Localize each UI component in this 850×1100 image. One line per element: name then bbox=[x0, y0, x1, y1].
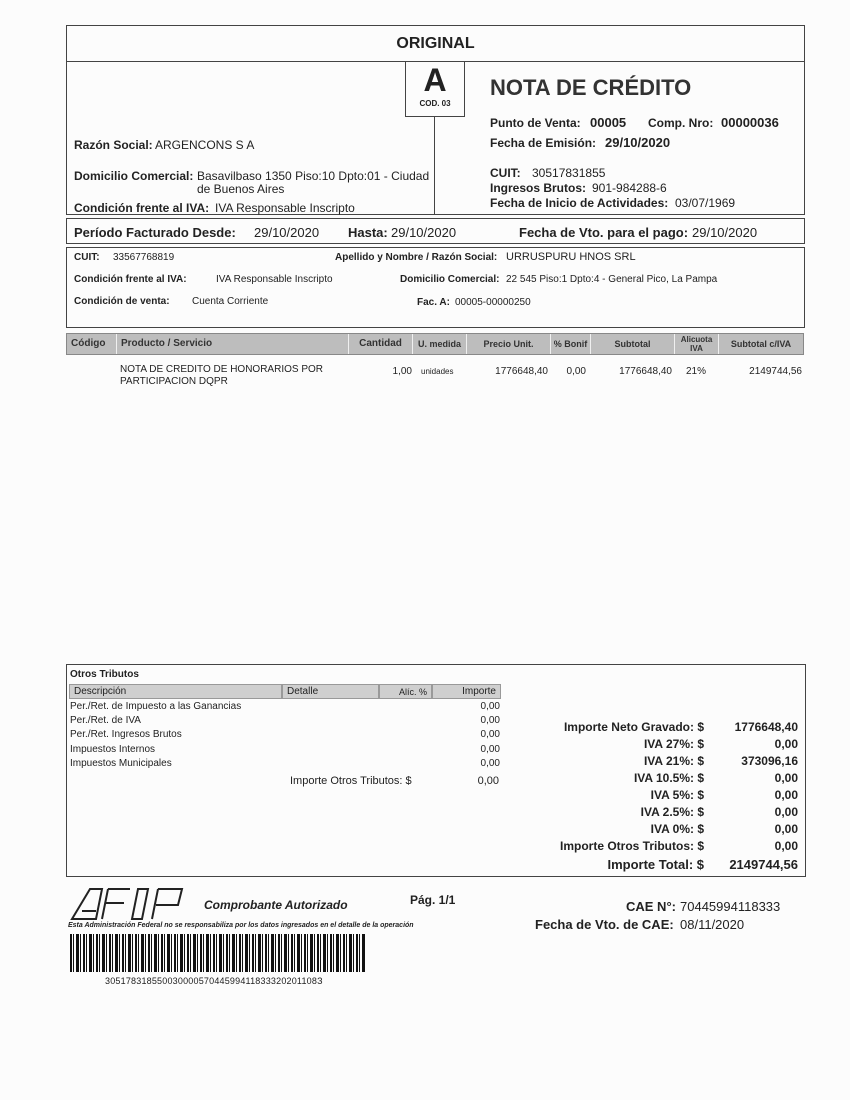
client-domicilio-value: 22 545 Piso:1 Dpto:4 - General Pico, La Pampa bbox=[506, 274, 718, 285]
cae-label: CAE N°: bbox=[626, 899, 676, 914]
afip-logo bbox=[68, 885, 188, 921]
period-desde-value: 29/10/2020 bbox=[254, 225, 320, 240]
total-iva21-label: IVA 21%: $ bbox=[643, 754, 704, 768]
otros-tributos-title: Otros Tributos bbox=[70, 669, 139, 680]
trib-row-importe: 0,00 bbox=[480, 758, 500, 769]
trib-h-detalle: Detalle bbox=[282, 684, 379, 699]
issuer-iva-value: IVA Responsable Inscripto bbox=[215, 201, 355, 215]
total-iva0-label: IVA 0%: $ bbox=[650, 822, 704, 836]
total-iva105-label: IVA 10.5%: $ bbox=[633, 771, 704, 785]
client-venta-label: Condición de venta: bbox=[74, 296, 170, 307]
period-hasta-label: Hasta: bbox=[348, 225, 388, 240]
autorizado-label: Comprobante Autorizado bbox=[204, 898, 348, 912]
trib-row-importe: 0,00 bbox=[480, 744, 500, 755]
page-number: Pág. 1/1 bbox=[410, 893, 456, 907]
trib-row-desc: Impuestos Internos bbox=[70, 744, 156, 755]
client-cuit-value: 33567768819 bbox=[113, 252, 175, 263]
disclaimer-text: Esta Administración Federal no se responsabiliza por los datos ingresados en el detalle de la operación bbox=[68, 922, 414, 929]
total-iva5-label: IVA 5%: $ bbox=[650, 788, 704, 802]
col-umedida: U. medida bbox=[413, 334, 467, 354]
col-alicuota bbox=[675, 334, 719, 354]
items-header bbox=[66, 333, 804, 355]
trib-row-importe: 0,00 bbox=[480, 701, 500, 712]
issuer-iva-label: Condición frente al IVA: bbox=[74, 201, 210, 215]
total-final-value: 2149744,56 bbox=[729, 857, 798, 872]
doc-code: COD. 03 bbox=[419, 99, 451, 108]
punto-venta-label: Punto de Venta: bbox=[490, 116, 581, 130]
col-subtotal: Subtotal bbox=[591, 334, 675, 354]
issuer-domicilio-line1: Basavilbaso 1350 Piso:10 Dpto:01 - Ciudad bbox=[197, 169, 430, 183]
total-neto-value: 1776648,40 bbox=[734, 720, 798, 734]
item-producto-line2: PARTICIPACION DQPR bbox=[120, 376, 228, 387]
item-producto-line1: NOTA DE CREDITO DE HONORARIOS POR bbox=[120, 364, 323, 375]
trib-total-label: Importe Otros Tributos: $ bbox=[290, 775, 412, 787]
fecha-emision-label: Fecha de Emisión: bbox=[490, 136, 597, 150]
comp-nro-label: Comp. Nro: bbox=[648, 116, 714, 130]
trib-h-alic: Alíc. % bbox=[379, 684, 432, 699]
cuit-label: CUIT: bbox=[490, 166, 521, 180]
cae-value: 70445994118333 bbox=[680, 899, 781, 914]
client-fac-label: Fac. A: bbox=[417, 297, 450, 308]
total-iva27-value: 0,00 bbox=[774, 737, 798, 751]
col-codigo: Código bbox=[67, 334, 117, 354]
header-vertical-divider bbox=[434, 116, 435, 215]
total-iva25-value: 0,00 bbox=[774, 805, 798, 819]
inicio-label: Fecha de Inicio de Actividades: bbox=[490, 196, 669, 210]
trib-row-desc: Per./Ret. de Impuesto a las Ganancias bbox=[70, 701, 242, 712]
trib-row-importe: 0,00 bbox=[480, 729, 500, 740]
item-precio: 1776648,40 bbox=[495, 366, 548, 377]
total-iva27-label: IVA 27%: $ bbox=[643, 737, 704, 751]
col-alicuota-line2: IVA bbox=[690, 344, 703, 353]
col-subtotal-iva: Subtotal c/IVA bbox=[730, 339, 792, 349]
col-alicuota-line1: Alicuota bbox=[680, 335, 713, 344]
barcode-number: 30517831855003000057044599411833320201108З bbox=[105, 976, 323, 986]
client-iva-value: IVA Responsable Inscripto bbox=[216, 274, 333, 285]
trib-row-desc: Impuestos Municipales bbox=[70, 758, 172, 769]
cuit-value: 30517831855 bbox=[532, 166, 606, 180]
fecha-emision-value: 29/10/2020 bbox=[605, 135, 671, 150]
period-vto-value: 29/10/2020 bbox=[692, 225, 758, 240]
trib-row-desc: Per./Ret. de IVA bbox=[70, 715, 141, 726]
trib-h-importe: Importe bbox=[432, 684, 501, 699]
client-iva-label: Condición frente al IVA: bbox=[74, 274, 187, 285]
item-subtotal: 1776648,40 bbox=[619, 366, 672, 377]
total-iva21-value: 373096,16 bbox=[741, 754, 798, 768]
total-otros-value: 0,00 bbox=[774, 839, 798, 853]
comp-nro-value: 00000036 bbox=[721, 115, 779, 130]
doc-type-title: NOTA DE CRÉDITO bbox=[490, 75, 692, 100]
col-producto: Producto / Servicio bbox=[117, 334, 349, 354]
col-bonif: % Bonif bbox=[551, 334, 591, 354]
total-iva25-label: IVA 2.5%: $ bbox=[640, 805, 704, 819]
afip-logo-graphic bbox=[68, 885, 188, 921]
total-neto-label: Importe Neto Gravado: $ bbox=[563, 720, 704, 734]
total-otros-label: Importe Otros Tributos: $ bbox=[559, 839, 704, 853]
trib-total-value: 0,00 bbox=[477, 775, 499, 787]
total-final-label: Importe Total: $ bbox=[607, 857, 704, 872]
doc-letter: A bbox=[423, 62, 447, 98]
inicio-value: 03/07/1969 bbox=[675, 196, 736, 210]
cae-vto-label: Fecha de Vto. de CAE: bbox=[535, 917, 674, 932]
trib-h-descripcion: Descripción bbox=[69, 684, 282, 699]
client-fac-value: 00005-00000250 bbox=[455, 297, 531, 308]
trib-row-importe: 0,00 bbox=[480, 715, 500, 726]
total-iva105-value: 0,00 bbox=[774, 771, 798, 785]
col-cantidad: Cantidad bbox=[349, 334, 413, 354]
item-cantidad: 1,00 bbox=[392, 366, 412, 377]
item-alicuota: 21% bbox=[686, 366, 707, 377]
client-nombre-label: Apellido y Nombre / Razón Social: bbox=[335, 252, 498, 263]
item-umedida: unidades bbox=[421, 367, 454, 376]
period-vto-label: Fecha de Vto. para el pago: bbox=[519, 225, 689, 240]
barcode bbox=[70, 934, 366, 972]
trib-row-desc: Per./Ret. Ingresos Brutos bbox=[70, 729, 182, 740]
col-precio: Precio Unit. bbox=[467, 334, 551, 354]
item-subtotal-iva: 2149744,56 bbox=[749, 366, 802, 377]
client-domicilio-label: Domicilio Comercial: bbox=[400, 274, 500, 285]
client-venta-value: Cuenta Corriente bbox=[192, 296, 269, 307]
ingresos-value: 901-984288-6 bbox=[592, 181, 667, 195]
copy-label: ORIGINAL bbox=[396, 35, 475, 52]
issuer-razon-value: ARGENCONS S A bbox=[155, 138, 255, 152]
total-iva5-value: 0,00 bbox=[774, 788, 798, 802]
client-cuit-label: CUIT: bbox=[74, 252, 100, 263]
ingresos-label: Ingresos Brutos: bbox=[490, 181, 587, 195]
total-iva0-value: 0,00 bbox=[774, 822, 798, 836]
issuer-domicilio-label: Domicilio Comercial: bbox=[74, 169, 194, 183]
item-bonif: 0,00 bbox=[566, 366, 586, 377]
issuer-razon-label: Razón Social: bbox=[74, 138, 153, 152]
cae-vto-value: 08/11/2020 bbox=[680, 917, 745, 932]
issuer-domicilio-line2: de Buenos Aires bbox=[197, 182, 285, 196]
period-hasta-value: 29/10/2020 bbox=[391, 225, 457, 240]
period-desde-label: Período Facturado Desde: bbox=[74, 225, 236, 240]
client-nombre-value: URRUSPURU HNOS SRL bbox=[506, 251, 636, 263]
punto-venta-value: 00005 bbox=[590, 115, 627, 130]
